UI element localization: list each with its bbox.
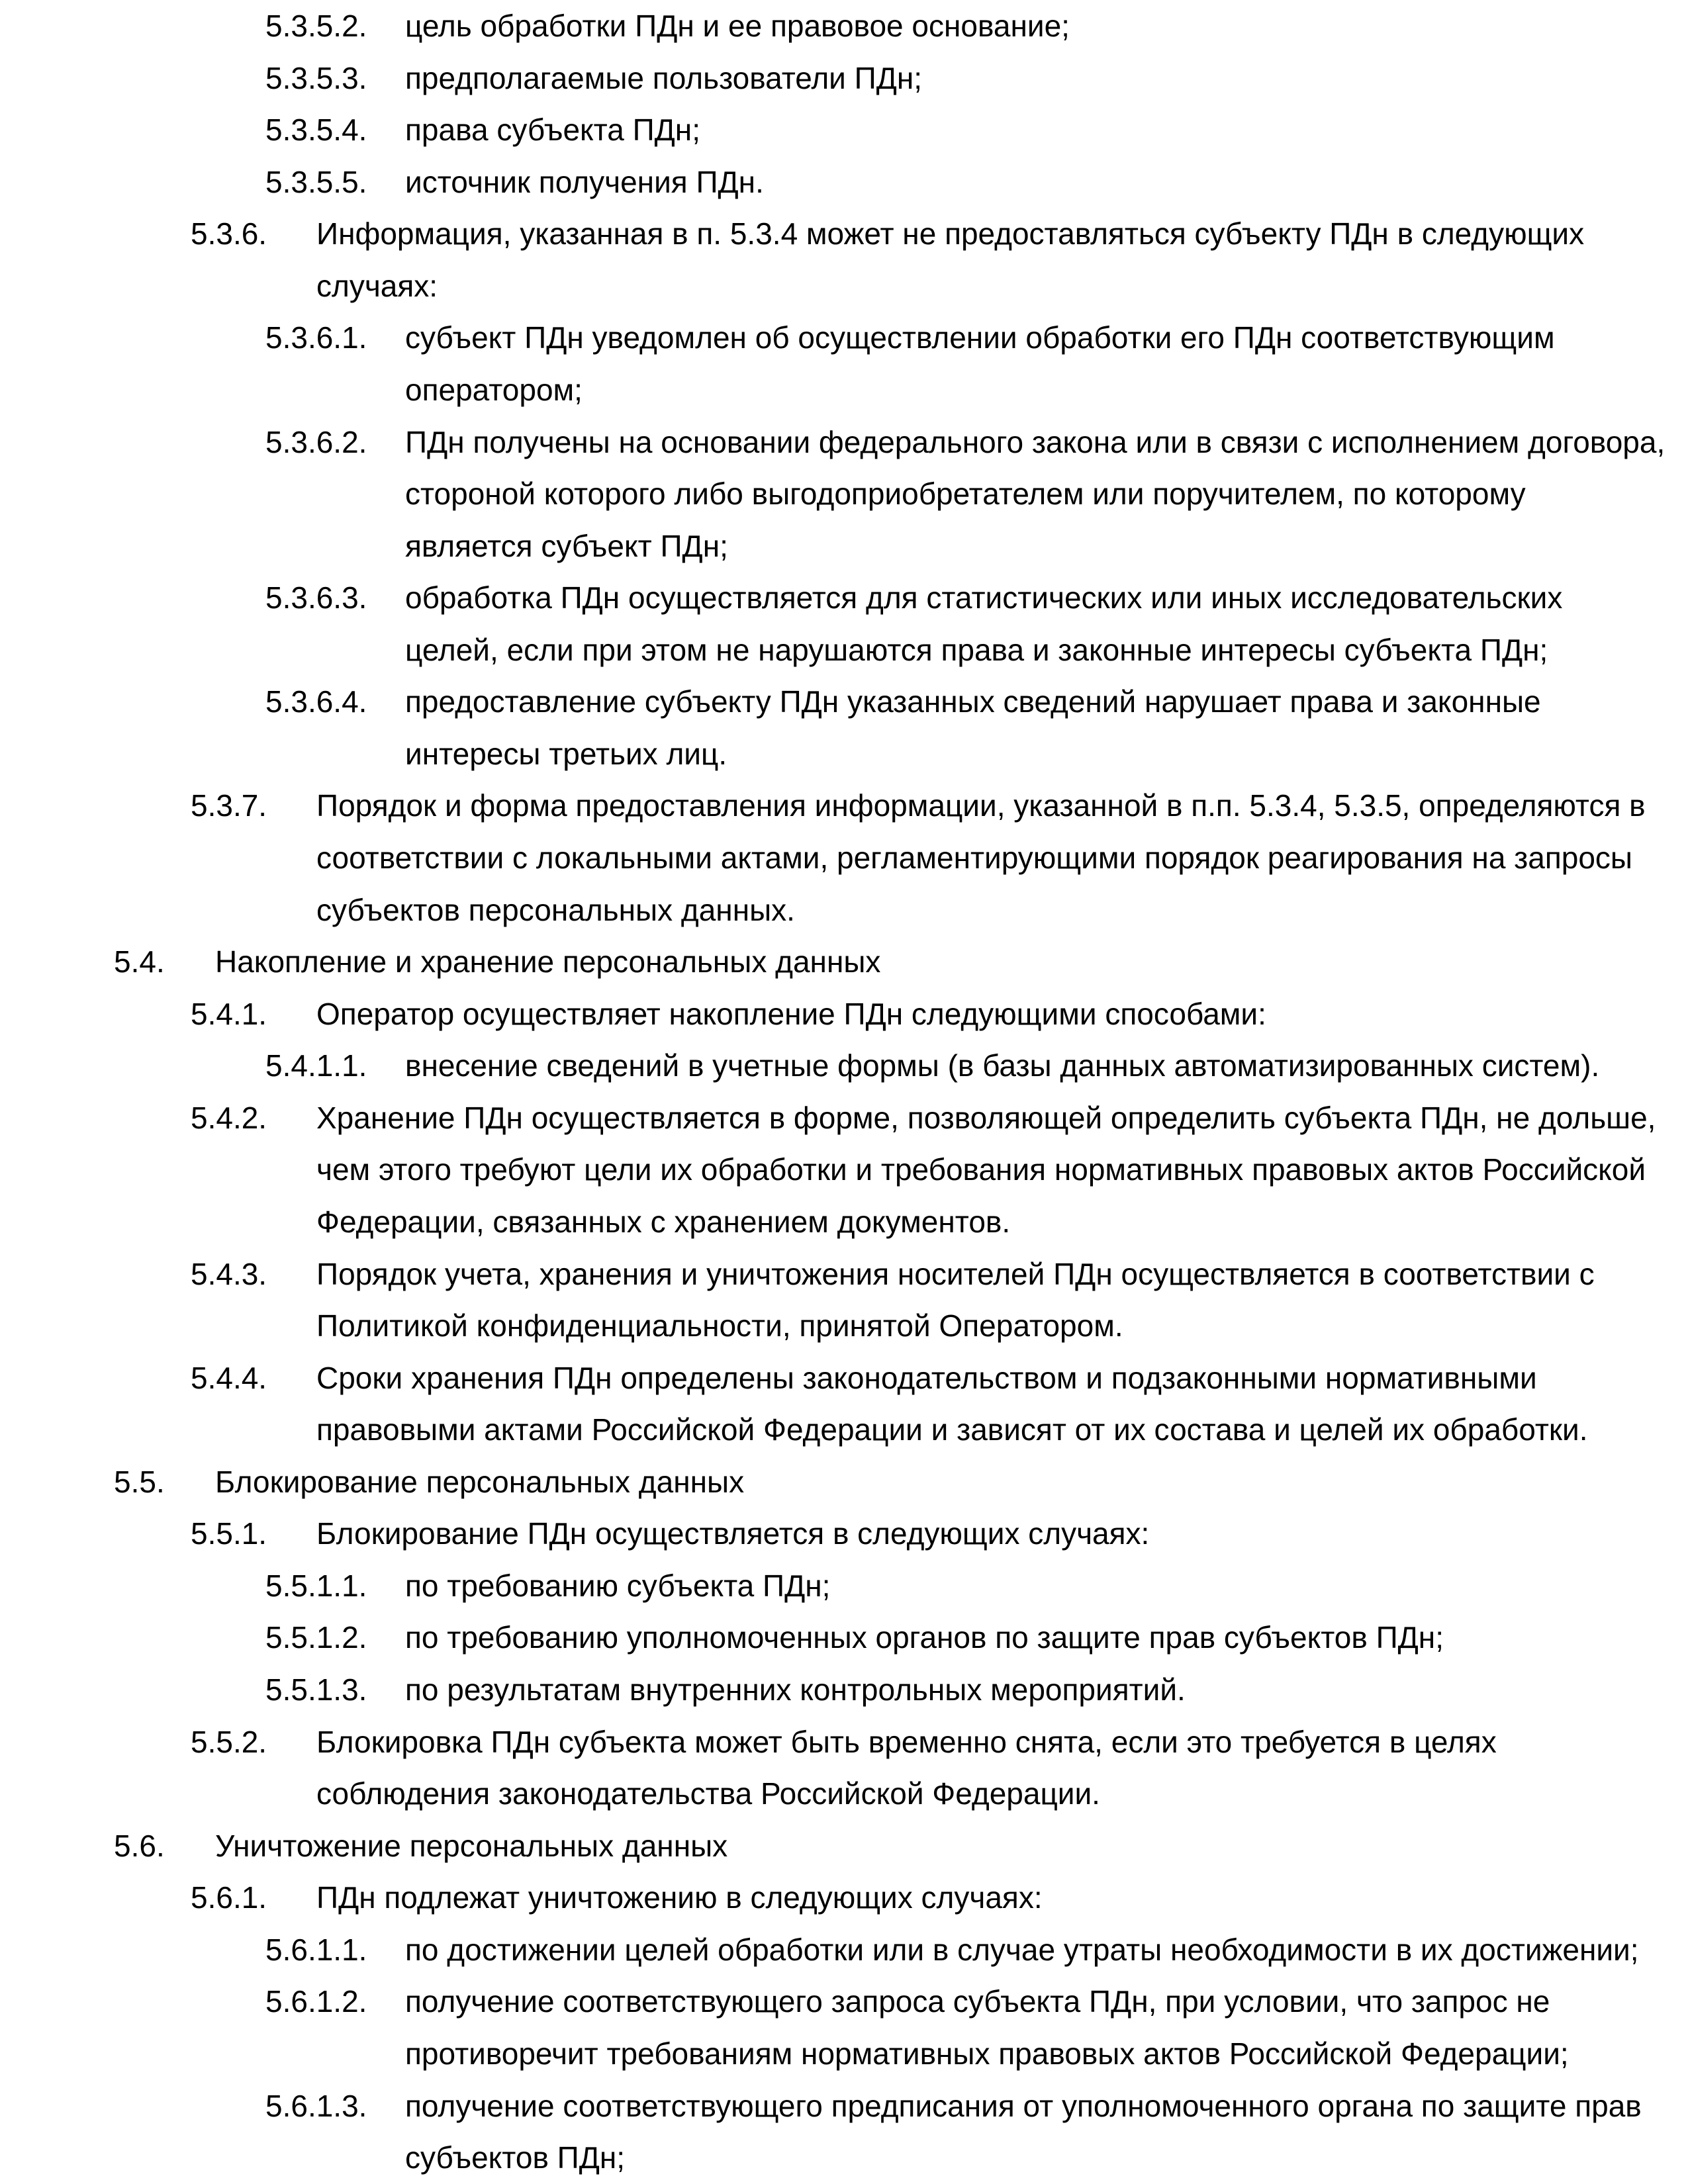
item-text: Политикой конфиденциальности, принятой Оператором. xyxy=(316,1308,1123,1343)
document-line xyxy=(0,1820,1688,1872)
item-text: Накопление и хранение персональных данных xyxy=(215,944,881,979)
document-line xyxy=(0,1872,1688,1924)
item-number: 5.3.5.4. xyxy=(265,113,367,148)
document-line xyxy=(0,0,1688,52)
document-line xyxy=(0,1924,1688,1976)
item-number: 5.6.1.2. xyxy=(265,1984,367,2019)
document-line xyxy=(0,2132,1688,2184)
item-text: ПДн получены на основании федерального закона или в связи с исполнением договора, xyxy=(405,424,1665,459)
document-line xyxy=(0,1300,1688,1352)
item-text: соблюдения законодательства Российской Федерации. xyxy=(316,1776,1100,1811)
item-text: Сроки хранения ПДн определены законодательством и подзаконными нормативными xyxy=(316,1360,1537,1395)
item-text: субъект ПДн уведомлен об осуществлении обработки его ПДн соответствующим xyxy=(405,320,1555,355)
item-text: цель обработки ПДн и ее правовое основание; xyxy=(405,9,1070,43)
document-line xyxy=(0,260,1688,312)
item-number: 5.3.6. xyxy=(191,216,267,251)
item-number: 5.4.4. xyxy=(191,1360,267,1395)
item-text: Порядок и форма предоставления информации, указанной в п.п. 5.3.4, 5.3.5, определяются в xyxy=(316,788,1646,823)
item-number: 5.5. xyxy=(114,1464,165,1499)
document-line xyxy=(0,208,1688,260)
document-line xyxy=(0,364,1688,416)
item-text: Блокирование ПДн осуществляется в следующих случаях: xyxy=(316,1516,1150,1551)
item-text: по результатам внутренних контрольных мероприятий. xyxy=(405,1672,1186,1707)
item-number: 5.5.1.2. xyxy=(265,1620,367,1655)
item-text: стороной которого либо выгодоприобретателем или поручителем, по которому xyxy=(405,477,1526,512)
item-number: 5.3.6.4. xyxy=(265,684,367,719)
document-line xyxy=(0,1248,1688,1300)
document-line xyxy=(0,520,1688,572)
item-text: получение соответствующего запроса субъекта ПДн, при условии, что запрос не xyxy=(405,1984,1550,2019)
item-number: 5.5.1. xyxy=(191,1516,267,1551)
document-line xyxy=(0,1456,1688,1508)
document-line xyxy=(0,1144,1688,1196)
item-text: обработка ПДн осуществляется для статистических или иных исследовательских xyxy=(405,580,1563,615)
document-line xyxy=(0,780,1688,832)
item-number: 5.6.1.1. xyxy=(265,1932,367,1967)
item-text: предполагаемые пользователи ПДн; xyxy=(405,60,923,95)
item-text: оператором; xyxy=(405,372,583,407)
item-number: 5.3.6.1. xyxy=(265,320,367,355)
item-text: источник получения ПДн. xyxy=(405,164,764,199)
item-text: случаях: xyxy=(316,268,438,303)
document-line xyxy=(0,1612,1688,1664)
item-text: по требованию субъекта ПДн; xyxy=(405,1568,831,1603)
item-text: по требованию уполномоченных органов по защите прав субъектов ПДн; xyxy=(405,1620,1444,1655)
document-line xyxy=(0,988,1688,1040)
document-line xyxy=(0,2080,1688,2132)
item-text: правовыми актами Российской Федерации и зависят от их состава и целей их обработки. xyxy=(316,1412,1588,1447)
item-text: является субъект ПДн; xyxy=(405,528,728,563)
item-number: 5.4.1.1. xyxy=(265,1048,367,1083)
document-line xyxy=(0,1768,1688,1820)
item-text: субъектов ПДн; xyxy=(405,2140,626,2175)
item-text: Уничтожение персональных данных xyxy=(215,1828,728,1863)
item-number: 5.3.5.3. xyxy=(265,60,367,95)
document-line xyxy=(0,312,1688,364)
item-number: 5.5.2. xyxy=(191,1724,267,1759)
item-text: ПДн подлежат уничтожению в следующих случаях: xyxy=(316,1880,1043,1915)
document-line xyxy=(0,104,1688,156)
document-line xyxy=(0,832,1688,884)
item-text: предоставление субъекту ПДн указанных сведений нарушает права и законные xyxy=(405,684,1541,719)
item-text: соответствии с локальными актами, регламентирующими порядок реагирования на запросы xyxy=(316,841,1632,875)
item-number: 5.3.7. xyxy=(191,788,267,823)
document-line xyxy=(0,1664,1688,1716)
item-text: Блокировка ПДн субъекта может быть временно снята, если это требуется в целях xyxy=(316,1724,1497,1759)
item-text: Оператор осуществляет накопление ПДн следующими способами: xyxy=(316,996,1266,1031)
item-number: 5.4.1. xyxy=(191,996,267,1031)
item-number: 5.6. xyxy=(114,1828,165,1863)
item-number: 5.4.2. xyxy=(191,1100,267,1135)
document-line xyxy=(0,2028,1688,2080)
document-line xyxy=(0,1352,1688,1404)
document-line xyxy=(0,468,1688,520)
item-text: интересы третьих лиц. xyxy=(405,736,727,771)
item-text: права субъекта ПДн; xyxy=(405,113,700,148)
document-line xyxy=(0,416,1688,469)
document-line xyxy=(0,1508,1688,1560)
item-text: по достижении целей обработки или в случае утраты необходимости в их достижении; xyxy=(405,1932,1639,1967)
document-line xyxy=(0,624,1688,676)
document-line xyxy=(0,572,1688,624)
document-line xyxy=(0,936,1688,988)
item-number: 5.3.5.2. xyxy=(265,9,367,43)
document-line xyxy=(0,1196,1688,1248)
document-line xyxy=(0,1560,1688,1612)
document-line xyxy=(0,676,1688,728)
item-number: 5.5.1.3. xyxy=(265,1672,367,1707)
item-number: 5.6.1. xyxy=(191,1880,267,1915)
item-text: Хранение ПДн осуществляется в форме, позволяющей определить субъекта ПДн, не дольше, xyxy=(316,1100,1656,1135)
item-number: 5.3.6.2. xyxy=(265,424,367,459)
item-text: Информация, указанная в п. 5.3.4 может не предоставляться субъекту ПДн в следующих xyxy=(316,216,1585,251)
item-text: субъектов персональных данных. xyxy=(316,892,795,927)
document-line xyxy=(0,52,1688,105)
document-line xyxy=(0,1976,1688,2028)
item-number: 5.3.6.3. xyxy=(265,580,367,615)
document-line xyxy=(0,1092,1688,1144)
item-text: внесение сведений в учетные формы (в базы данных автоматизированных систем). xyxy=(405,1048,1600,1083)
item-text: Порядок учета, хранения и уничтожения носителей ПДн осуществляется в соответствии с xyxy=(316,1256,1595,1291)
item-text: получение соответствующего предписания от уполномоченного органа по защите прав xyxy=(405,2088,1642,2123)
document-line xyxy=(0,1040,1688,1092)
item-number: 5.6.1.3. xyxy=(265,2088,367,2123)
item-text: противоречит требованиям нормативных правовых актов Российской Федерации; xyxy=(405,2036,1569,2071)
item-number: 5.3.5.5. xyxy=(265,164,367,199)
item-number: 5.4.3. xyxy=(191,1256,267,1291)
item-text: целей, если при этом не нарушаются права и законные интересы субъекта ПДн; xyxy=(405,632,1548,667)
item-text: чем этого требуют цели их обработки и требования нормативных правовых актов Российской xyxy=(316,1152,1646,1187)
item-number: 5.4. xyxy=(114,944,165,979)
document-line xyxy=(0,884,1688,936)
item-number: 5.5.1.1. xyxy=(265,1568,367,1603)
document-line xyxy=(0,1404,1688,1456)
item-text: Федерации, связанных с хранением документов. xyxy=(316,1204,1011,1239)
item-text: Блокирование персональных данных xyxy=(215,1464,745,1499)
document-line xyxy=(0,1716,1688,1768)
document-line xyxy=(0,156,1688,208)
document-line xyxy=(0,728,1688,780)
